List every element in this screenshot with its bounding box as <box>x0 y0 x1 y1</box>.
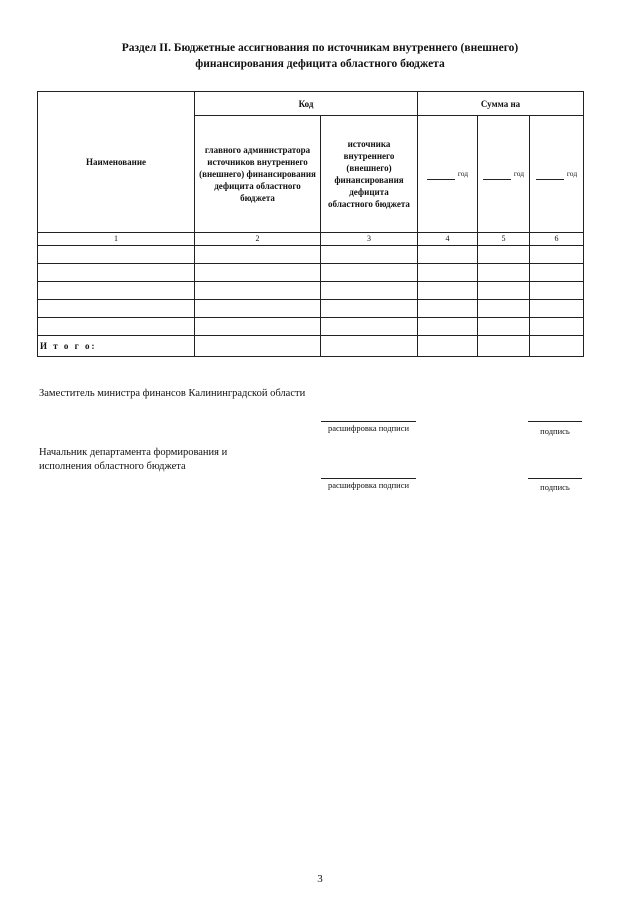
column-number: 2 <box>195 233 321 246</box>
signature-position-1: Заместитель министра финансов Калининградской области <box>39 388 306 399</box>
header-name: Наименование <box>38 92 195 233</box>
table-row <box>38 282 584 300</box>
year-blank-line <box>427 172 455 180</box>
total-label: И т о г о: <box>38 336 195 357</box>
signature-sign-caption-2: подпись <box>540 482 570 492</box>
year-blank-line <box>536 172 564 180</box>
column-number: 3 <box>321 233 418 246</box>
signature-sign-line-1 <box>528 421 582 422</box>
section-title <box>60 40 580 72</box>
header-code-admin: главного администратора источников внутреннего (внешнего) финансирования дефицита областного бюджета <box>195 116 321 233</box>
year-blank-line <box>483 172 511 180</box>
header-code: Код <box>195 92 418 116</box>
signature-name-caption-2: расшифровка подписи <box>327 480 410 490</box>
total-row <box>38 336 584 357</box>
header-year-2 <box>478 116 530 233</box>
column-number: 1 <box>38 233 195 246</box>
year-label: год <box>566 169 578 178</box>
table-row <box>38 264 584 282</box>
signature-sign-caption-1: подпись <box>540 426 570 436</box>
table-row <box>38 300 584 318</box>
table-row <box>38 318 584 336</box>
section-title-line2: финансирования дефицита областного бюджета <box>195 58 445 70</box>
page-number: 3 <box>317 873 323 885</box>
signature-name-line-1 <box>321 421 416 422</box>
year-label: год <box>513 169 525 178</box>
budget-allocations-table <box>37 91 584 357</box>
signature-position-2: Начальник департамента формирования и исполнения областного бюджета <box>39 447 228 472</box>
signature-sign-line-2 <box>528 478 582 479</box>
table-row <box>38 246 584 264</box>
header-year-3 <box>530 116 584 233</box>
header-year-1 <box>418 116 478 233</box>
section-title-line1: Раздел II. Бюджетные ассигнования по источникам внутреннего (внешнего) <box>121 42 519 54</box>
column-number: 4 <box>418 233 478 246</box>
column-numbers-row <box>38 233 584 246</box>
header-code-source: источника внутреннего (внешнего) финансирования дефицита областного бюджета <box>321 116 418 233</box>
signature-name-caption-1: расшифровка подписи <box>327 423 410 433</box>
column-number: 5 <box>478 233 530 246</box>
signature-name-line-2 <box>321 478 416 479</box>
column-number: 6 <box>530 233 584 246</box>
header-sum: Сумма на <box>418 92 584 116</box>
year-label: год <box>457 169 469 178</box>
